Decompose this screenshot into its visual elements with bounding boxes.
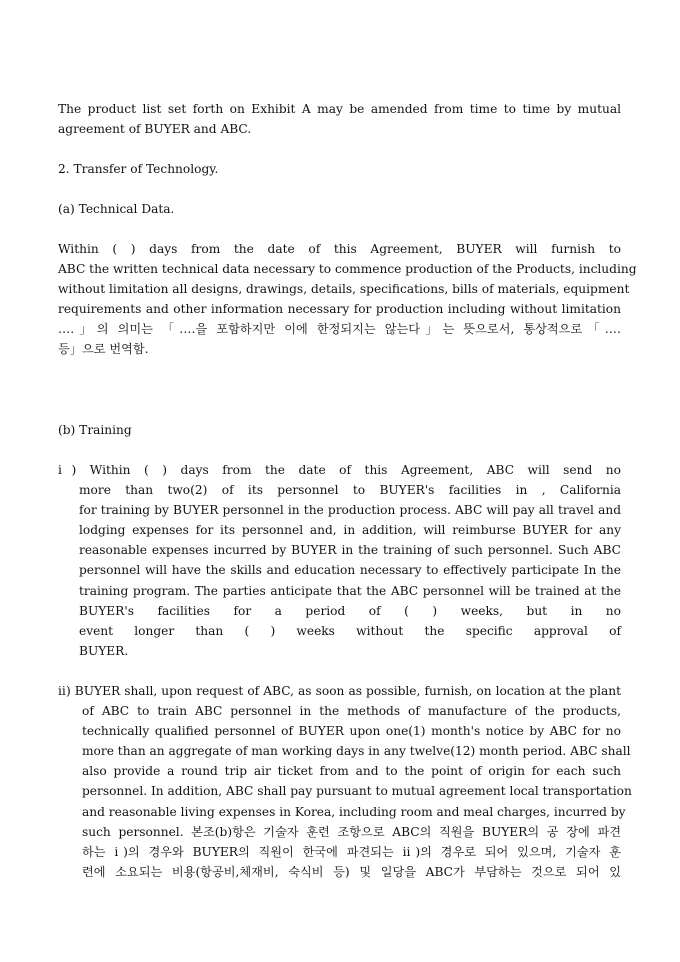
text-line: personnel will have the skills and education necessary to effectively participate In the — [79, 563, 621, 578]
subsection-a-heading — [58, 199, 621, 219]
text-line: requirements and other information necessary for production including without limitation — [58, 302, 621, 317]
training-item-ii — [58, 681, 632, 882]
text-line: 등」으로 번역함. — [58, 342, 149, 357]
text-line: ABC the written technical data necessary to commence production of the Products, including — [58, 262, 637, 277]
product-list-paragraph — [58, 99, 621, 139]
text-line: also provide a round trip air ticket from and to the point of origin for each such — [82, 764, 621, 779]
text-line: The product list set forth on Exhibit A may be amended from time to time by mutual — [58, 102, 621, 116]
text-line: lodging expenses for its personnel and, in addition, will reimburse BUYER for any — [79, 523, 621, 538]
text-line: 하는 ⅰ)의 경우와 BUYER의 직원이 한국에 파견되는 ⅱ)의 경우로 되어 있으며, 기술자 훈 — [82, 844, 621, 859]
text-line: (a) Technical Data. — [58, 202, 175, 216]
text-line: and reasonable living expenses in Korea, including room and meal charges, incurred by — [82, 804, 626, 819]
text-line: for training by BUYER personnel in the production process. ABC will pay all travel and — [79, 503, 621, 518]
text-line: Within ( ) days from the date of this Agreement, BUYER will furnish to — [58, 242, 621, 256]
text-line: BUYER. — [79, 643, 129, 658]
text-line: BUYER's facilities for a period of ( ) weeks, but in no — [79, 603, 621, 618]
text-line: (b) Training — [58, 423, 132, 437]
text-line: ⅱ) BUYER shall, upon request of ABC, as soon as possible, furnish, on location at the plant — [58, 684, 621, 698]
subsection-b-heading — [58, 420, 621, 440]
text-line: ⅰ) Within ( ) days from the date of this Agreement, ABC will send no — [58, 463, 621, 477]
text-line: agreement of BUYER and ABC. — [58, 122, 252, 137]
text-line: personnel. In addition, ABC shall pay pursuant to mutual agreement local transportation — [82, 784, 632, 799]
text-line: ‥‥」의 의미는 「‥‥을 포함하지만 이에 한정되지는 않는다」는 뜻으로서, 통상적으로「‥‥ — [58, 322, 621, 337]
text-line: without limitation all designs, drawings, details, specifications, bills of materials, equipment — [58, 282, 630, 297]
text-line: training program. The parties anticipate that the ABC personnel will be trained at the — [79, 583, 621, 598]
training-item-i — [58, 460, 621, 661]
technical-data-paragraph — [58, 239, 637, 360]
text-line: more than two(2) of its personnel to BUYER's facilities in , California — [79, 483, 621, 498]
text-line: more than an aggregate of man working days in any twelve(12) month period. ABC shall — [82, 744, 631, 759]
text-line: reasonable expenses incurred by BUYER in the training of such personnel. Such ABC — [79, 543, 621, 558]
text-line: of ABC to train ABC personnel in the methods of manufacture of the products, — [82, 704, 621, 719]
text-line: such personnel. 본조(b)항은 기술자 훈련 조항으로 ABC의 직원을 BUYER의 공 장에 파견 — [82, 824, 621, 839]
text-line: event longer than ( ) weeks without the specific approval of — [79, 623, 621, 638]
text-line: 2. Transfer of Technology. — [58, 162, 219, 176]
text-line: 련에 소요되는 비용(항공비,체재비, 숙식비 등) 및 일당을 ABC가 부담하는 것으로 되어 있 — [82, 864, 621, 879]
text-line: technically qualified personnel of BUYER upon one(1) month's notice by ABC for no — [82, 724, 621, 739]
section-2-heading — [58, 159, 621, 179]
